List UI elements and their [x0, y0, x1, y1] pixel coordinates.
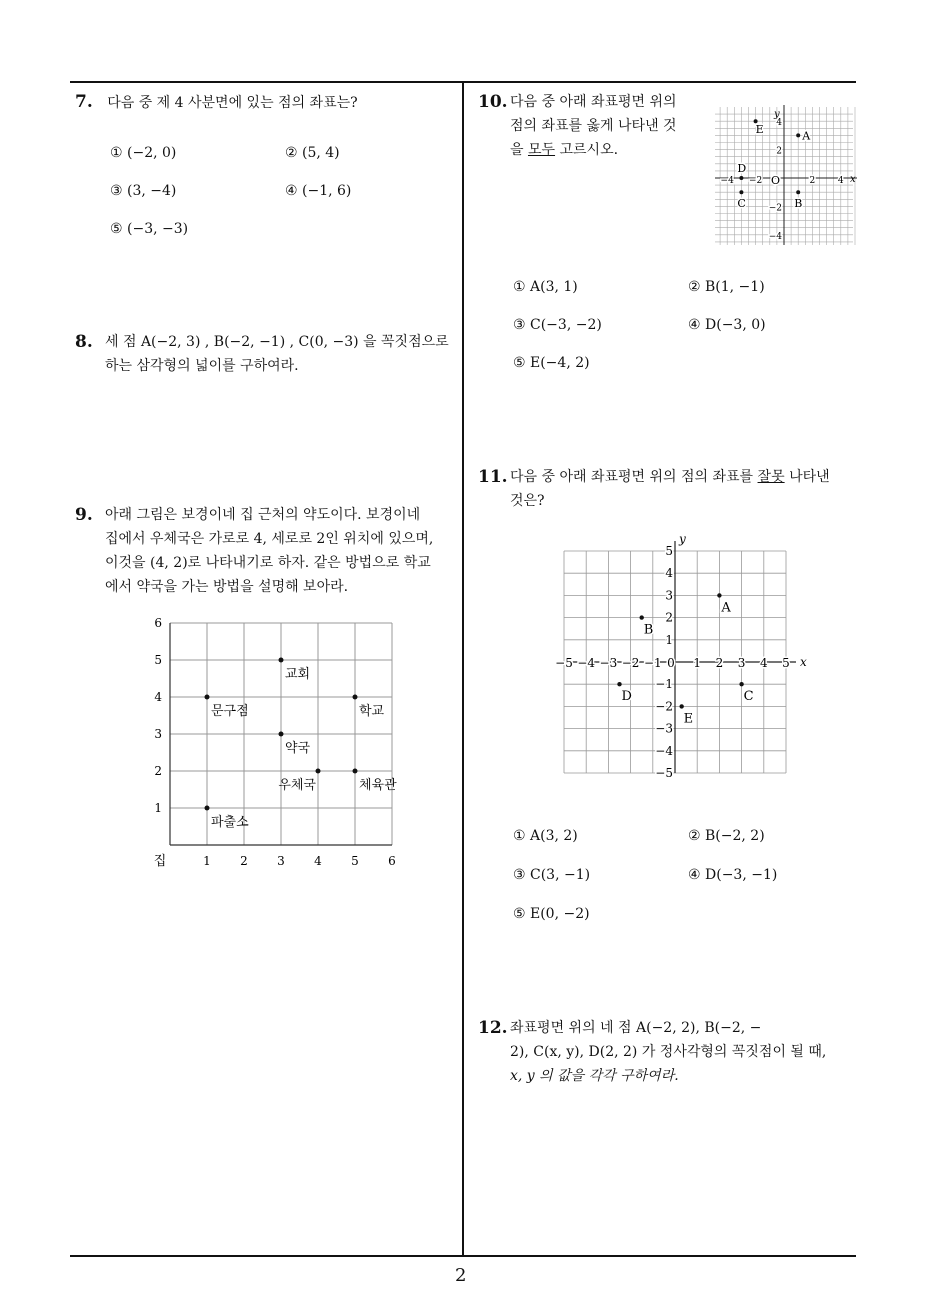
- x-tick-label: 4: [837, 176, 844, 186]
- stem-line: 집에서 우체국은 가로로 4, 세로로 2인 위치에 있으며,: [105, 531, 434, 547]
- x-tick-label: 4: [759, 656, 768, 670]
- y-tick-label: −4: [768, 231, 782, 242]
- point-label: C: [737, 197, 746, 211]
- stem-line: 세 점 A(−2, 3) , B(−2, −1) , C(0, −3) 을 꼭짓점으로: [105, 334, 449, 350]
- x-tick-label: −4: [720, 176, 734, 186]
- choice-5[interactable]: ⑤ E(0, −2): [513, 906, 590, 922]
- y-tick-label: 5: [665, 544, 673, 558]
- y-tick-label: 4: [665, 566, 673, 581]
- y-tick-label: −2: [768, 203, 782, 214]
- emphasis-underline: 잘못: [757, 469, 785, 485]
- question-number: 7.: [75, 92, 93, 112]
- coordinate-plane-small: [714, 98, 864, 246]
- x-tick-label: 1: [693, 656, 702, 670]
- y-axis-label: y: [679, 535, 686, 546]
- x-tick-label: 5: [351, 854, 359, 868]
- question-9: [75, 503, 460, 599]
- place-label: 학교: [359, 704, 385, 719]
- question-number: 11.: [478, 467, 508, 487]
- place-dot: [205, 695, 210, 700]
- choice-1[interactable]: ① A(3, 2): [513, 828, 578, 844]
- stem-text: 나타낸: [789, 469, 830, 485]
- choice-5[interactable]: ⑤ E(−4, 2): [513, 355, 590, 371]
- origin-label: 집: [153, 854, 167, 869]
- emphasis-underline: 모두: [527, 142, 556, 158]
- point: [679, 704, 683, 708]
- choice-4[interactable]: ④ D(−3, 0): [688, 317, 766, 333]
- point-label: E: [683, 711, 694, 727]
- place-label: 약국: [285, 741, 311, 756]
- point: [739, 176, 743, 180]
- place-label: 체육관: [359, 778, 397, 793]
- x-tick-label: 5: [782, 656, 790, 670]
- choice-2[interactable]: ② B(−2, 2): [688, 828, 765, 844]
- place-label: 교회: [285, 667, 311, 682]
- question-number: 12.: [478, 1018, 508, 1038]
- coordinate-plane-large: [555, 535, 815, 780]
- point: [617, 682, 621, 686]
- x-axis-label: x: [800, 655, 807, 669]
- x-tick-label: 2: [240, 854, 248, 868]
- y-tick-label: 2: [665, 610, 673, 625]
- x-tick-label: 4: [314, 854, 322, 868]
- x-tick-label: −3: [599, 656, 618, 670]
- place-dot: [205, 806, 210, 811]
- stem-line: 2), C(x, y), D(2, 2) 가 정사각형의 꼭짓점이 될 때,: [510, 1044, 827, 1060]
- x-tick-label: 6: [388, 854, 396, 868]
- choice-5[interactable]: ⑤ (−3, −3): [110, 221, 189, 237]
- point-label: C: [743, 689, 754, 705]
- y-tick-label: 2: [776, 146, 782, 157]
- question-number: 9.: [75, 505, 93, 525]
- y-tick-label: 1: [154, 801, 162, 815]
- y-tick-label: −3: [655, 721, 673, 736]
- choice-1[interactable]: ① A(3, 1): [513, 279, 578, 295]
- y-tick-label: 3: [665, 588, 673, 603]
- choice-3[interactable]: ③ C(3, −1): [513, 867, 591, 883]
- choice-3[interactable]: ③ (3, −4): [110, 183, 177, 199]
- place-label: 파출소: [211, 815, 249, 830]
- question-number: 8.: [75, 332, 93, 352]
- point-label: B: [794, 197, 803, 211]
- stem-line: 다음 중 아래 좌표평면 위의: [510, 94, 677, 110]
- question-10: 10. 다음 중 아래 좌표평면 위의 점의 좌표를 옳게 나타낸 것 을 모두 고르시오.: [478, 90, 698, 162]
- stem-text: 다음 중 아래 좌표평면 위의 점의 좌표를: [510, 469, 754, 485]
- y-axis-label: y: [774, 109, 780, 120]
- x-axis-label: x: [850, 174, 856, 185]
- place-label: 우체국: [278, 778, 316, 793]
- point: [739, 682, 743, 686]
- y-tick-label: 4: [154, 690, 162, 704]
- point-label: E: [755, 123, 764, 137]
- choice-2[interactable]: ② (5, 4): [285, 145, 340, 161]
- stem-line: 에서 약국을 가는 방법을 설명해 보아라.: [105, 579, 349, 595]
- place-label: 문구점: [211, 704, 249, 719]
- x-tick-label: −4: [577, 656, 596, 670]
- y-tick-label: 1: [665, 632, 673, 647]
- x-tick-label: 2: [809, 176, 816, 186]
- choice-2[interactable]: ② B(1, −1): [688, 279, 765, 295]
- point: [717, 593, 721, 597]
- x-tick-label: 3: [737, 656, 746, 670]
- choice-4[interactable]: ④ (−1, 6): [285, 183, 352, 199]
- point-label: A: [802, 129, 811, 143]
- place-dot: [279, 732, 284, 737]
- y-tick-label: 2: [154, 764, 162, 778]
- stem-line: 아래 그림은 보경이네 집 근처의 약도이다. 보경이네: [105, 507, 421, 523]
- y-tick-label: −1: [655, 677, 673, 692]
- x-tick-label: 0: [667, 656, 675, 670]
- y-tick-label: 6: [154, 616, 162, 630]
- question-stem: 다음 중 제 4 사분면에 있는 점의 좌표는?: [107, 95, 358, 111]
- page-number: 2: [455, 1265, 467, 1286]
- x-tick-label: 3: [277, 854, 285, 868]
- y-tick-label: −5: [655, 766, 673, 780]
- question-11: [478, 465, 868, 513]
- point-label: B: [643, 622, 654, 638]
- question-8: [75, 330, 460, 378]
- point: [796, 133, 800, 137]
- stem-line: 것은?: [510, 493, 545, 509]
- choice-1[interactable]: ① (−2, 0): [110, 145, 177, 161]
- x-tick-label: −1: [643, 656, 662, 670]
- place-dot: [353, 695, 358, 700]
- choice-3[interactable]: ③ C(−3, −2): [513, 317, 602, 333]
- stem-line: x, y 의 값을 각각 구하여라.: [510, 1068, 679, 1084]
- question-7: [75, 90, 455, 115]
- x-tick-label: −2: [621, 656, 640, 670]
- place-dot: [353, 769, 358, 774]
- stem-line: 좌표평면 위의 네 점 A(−2, 2), B(−2, −: [510, 1020, 762, 1036]
- stem-line: 점의 좌표를 옳게 나타낸 것: [510, 118, 677, 134]
- origin-label: O: [770, 174, 780, 187]
- x-tick-label: 1: [203, 854, 211, 868]
- y-tick-label: 3: [154, 727, 162, 741]
- question-number: 10.: [478, 92, 508, 112]
- x-tick-label: −5: [555, 656, 573, 670]
- x-tick-label: 2: [715, 656, 724, 670]
- place-dot: [316, 769, 321, 774]
- point-label: A: [721, 600, 731, 616]
- column-divider: [462, 81, 464, 1257]
- x-tick-label: −2: [748, 176, 763, 186]
- point-label: D: [621, 689, 632, 705]
- y-tick-label: 5: [154, 653, 162, 667]
- y-tick-label: −2: [655, 699, 673, 714]
- question-12: [478, 1016, 863, 1088]
- stem-line: 하는 삼각형의 넓이를 구하여라.: [105, 358, 299, 374]
- stem-line: 이것을 (4, 2)로 나타내기로 하자. 같은 방법으로 학교: [105, 555, 431, 571]
- point: [640, 615, 644, 619]
- neighborhood-map: [150, 615, 410, 870]
- point-label: D: [737, 162, 747, 175]
- place-dot: [279, 658, 284, 663]
- y-tick-label: 4: [776, 118, 782, 129]
- y-tick-label: −4: [655, 743, 673, 758]
- choice-4[interactable]: ④ D(−3, −1): [688, 867, 778, 883]
- point: [739, 190, 743, 194]
- point: [796, 190, 800, 194]
